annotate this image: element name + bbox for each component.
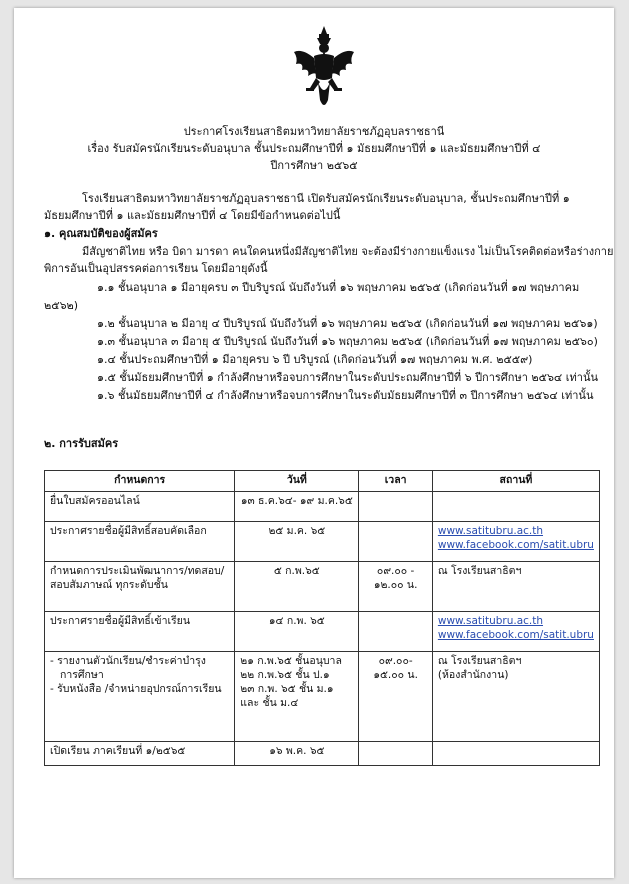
announcement-subject: เรื่อง รับสมัครนักเรียนระดับอนุบาล ชั้นประถมศึกษาปีที่ ๑ มัธยมศึกษาปีที่ ๑ และมัธยมศึกษาปีที่ ๔ bbox=[87, 142, 541, 155]
row-date: ๑๖ พ.ค. ๖๕ bbox=[235, 742, 359, 766]
intro-line-1: โรงเรียนสาธิตมหาวิทยาลัยราชภัฏอุบลราชธานี เปิดรับสมัครนักเรียนระดับอนุบาล, ชั้นประถมศึกษาปีที่ ๑ bbox=[82, 192, 570, 205]
schedule-table bbox=[44, 470, 600, 766]
row-time bbox=[359, 522, 433, 562]
age-item-1-6: ๑.๖ ชั้นมัธยมศึกษาปีที่ ๔ กำลังศึกษาหรือจบการศึกษาในระดับมัธยมศึกษาปีที่ ๓ ปีการศึกษา ๒๕๖๔ เท่านั้น bbox=[97, 389, 594, 402]
row-place bbox=[432, 652, 599, 742]
age-item-1-5: ๑.๕ ชั้นมัธยมศึกษาปีที่ ๑ กำลังศึกษาหรือจบการศึกษาในระดับประถมศึกษาปีที่ ๖ ปีการศึกษา ๒๕๖๔ เท่านั้น bbox=[97, 371, 598, 384]
age-item-1-1: ๑.๑ ชั้นอนุบาล ๑ มีอายุครบ ๓ ปีบริบูรณ์ นับถึงวันที่ ๑๖ พฤษภาคม ๒๕๖๕ (เกิดก่อนวันที่ ๑๗ พฤษภาคม bbox=[97, 281, 580, 294]
document-page bbox=[14, 8, 614, 878]
qualification-para-line-2: พิการอันเป็นอุปสรรคต่อการเรียน โดยมีอายุดังนี้ bbox=[44, 262, 268, 275]
table-row bbox=[45, 492, 600, 522]
column-header-time: เวลา bbox=[359, 471, 433, 492]
row-date: ๑๓ ธ.ค.๖๔- ๑๙ ม.ค.๖๕ bbox=[235, 492, 359, 522]
row-time bbox=[359, 492, 433, 522]
column-header-place: สถานที่ bbox=[432, 471, 599, 492]
row-place bbox=[432, 742, 599, 766]
age-item-1-1-cont: ๒๕๖๒) bbox=[44, 299, 79, 312]
row-place bbox=[432, 492, 599, 522]
row-task: ประกาศรายชื่อผู้มีสิทธิ์สอบคัดเลือก bbox=[45, 522, 235, 562]
table-row bbox=[45, 562, 600, 612]
section-2-title: ๒. การรับสมัคร bbox=[44, 437, 119, 450]
announcement-year: ปีการศึกษา ๒๕๖๕ bbox=[270, 159, 358, 172]
column-header-date: วันที่ bbox=[235, 471, 359, 492]
row-date-line-2: ๒๒ ก.พ.๖๕ ชั้น ป.๑ bbox=[240, 669, 330, 681]
row-time bbox=[359, 612, 433, 652]
row-task-line-1: - รายงานตัวนักเรียน/ชำระค่าบำรุง bbox=[50, 655, 206, 667]
row-place bbox=[432, 522, 599, 562]
row-task: ประกาศรายชื่อผู้มีสิทธิ์เข้าเรียน bbox=[45, 612, 235, 652]
row-time-end: ๑๕.๐๐ น. bbox=[373, 669, 418, 681]
row-date-line-1: ๒๑ ก.พ.๖๕ ชั้นอนุบาล bbox=[240, 655, 342, 667]
row-date: ๒๕ ม.ค. ๖๕ bbox=[235, 522, 359, 562]
table-row bbox=[45, 742, 600, 766]
website-link[interactable]: www.satitubru.ac.th bbox=[437, 615, 544, 627]
row-place-line-2: (ห้องสำนักงาน) bbox=[437, 669, 509, 681]
garuda-emblem-icon bbox=[292, 26, 356, 112]
row-task bbox=[45, 562, 235, 612]
row-time bbox=[359, 562, 433, 612]
website-link[interactable]: www.satitubru.ac.th bbox=[437, 525, 544, 537]
row-task-line-2: สอบสัมภาษณ์ ทุกระดับชั้น bbox=[50, 579, 168, 591]
row-task-line-3: - รับหนังสือ /จำหน่ายอุปกรณ์การเรียน bbox=[50, 683, 222, 695]
announcement-title: ประกาศโรงเรียนสาธิตมหาวิทยาลัยราชภัฏอุบลราชธานี bbox=[183, 125, 445, 138]
row-task-line-2: การศึกษา bbox=[60, 669, 104, 681]
row-time-end: ๑๒.๐๐ น. bbox=[373, 579, 418, 591]
facebook-link[interactable]: www.facebook.com/satit.ubru bbox=[437, 539, 594, 551]
facebook-link[interactable]: www.facebook.com/satit.ubru bbox=[437, 629, 594, 641]
intro-line-2: มัธยมศึกษาปีที่ ๑ และมัธยมศึกษาปีที่ ๔ โดยมีข้อกำหนดต่อไปนี้ bbox=[44, 209, 341, 222]
row-date bbox=[235, 652, 359, 742]
row-task: เปิดเรียน ภาคเรียนที่ ๑/๒๕๖๕ bbox=[45, 742, 235, 766]
row-time-start: ๐๙.๐๐ - bbox=[376, 565, 415, 577]
row-time-start: ๐๙.๐๐- bbox=[378, 655, 413, 667]
age-item-1-3: ๑.๓ ชั้นอนุบาล ๓ มีอายุ ๕ ปีบริบูรณ์ นับถึงวันที่ ๑๖ พฤษภาคม ๒๕๖๕ (เกิดก่อนวันที่ ๑๗ พฤษภาคม ๒๕๖๐) bbox=[97, 335, 598, 348]
row-date-line-4: และ ชั้น ม.๔ bbox=[240, 697, 299, 709]
row-time bbox=[359, 742, 433, 766]
row-time bbox=[359, 652, 433, 742]
row-place-line-1: ณ โรงเรียนสาธิตฯ bbox=[437, 655, 522, 667]
age-item-1-4: ๑.๔ ชั้นประถมศึกษาปีที่ ๑ มีอายุครบ ๖ ปี บริบูรณ์ (เกิดก่อนวันที่ ๑๗ พฤษภาคม พ.ศ. ๒๕๕๙) bbox=[97, 353, 533, 366]
age-item-1-2: ๑.๒ ชั้นอนุบาล ๒ มีอายุ ๔ ปีบริบูรณ์ นับถึงวันที่ ๑๖ พฤษภาคม ๒๕๖๕ (เกิดก่อนวันที่ ๑๗ พฤษภาคม ๒๕๖๑) bbox=[97, 317, 598, 330]
table-row bbox=[45, 652, 600, 742]
column-header-task: กำหนดการ bbox=[45, 471, 235, 492]
qualification-para-line-1: มีสัญชาติไทย หรือ บิดา มารดา คนใดคนหนึ่งมีสัญชาติไทย จะต้องมีร่างกายแข็งแรง ไม่เป็นโรคติดต่อหรือร่างกาย bbox=[82, 245, 614, 258]
table-row bbox=[45, 612, 600, 652]
table-row bbox=[45, 522, 600, 562]
row-date: ๑๔ ก.พ. ๖๕ bbox=[235, 612, 359, 652]
row-task: ยื่นใบสมัครออนไลน์ bbox=[45, 492, 235, 522]
row-place: ณ โรงเรียนสาธิตฯ bbox=[432, 562, 599, 612]
row-place bbox=[432, 612, 599, 652]
row-task bbox=[45, 652, 235, 742]
section-1-title: ๑. คุณสมบัติของผู้สมัคร bbox=[44, 227, 158, 240]
row-date: ๕ ก.พ.๖๕ bbox=[235, 562, 359, 612]
table-header-row bbox=[45, 471, 600, 492]
row-task-line-1: กำหนดการประเมินพัฒนาการ/ทดสอบ/ bbox=[50, 565, 225, 577]
row-date-line-3: ๒๓ ก.พ. ๖๕ ชั้น ม.๑ bbox=[240, 683, 334, 695]
